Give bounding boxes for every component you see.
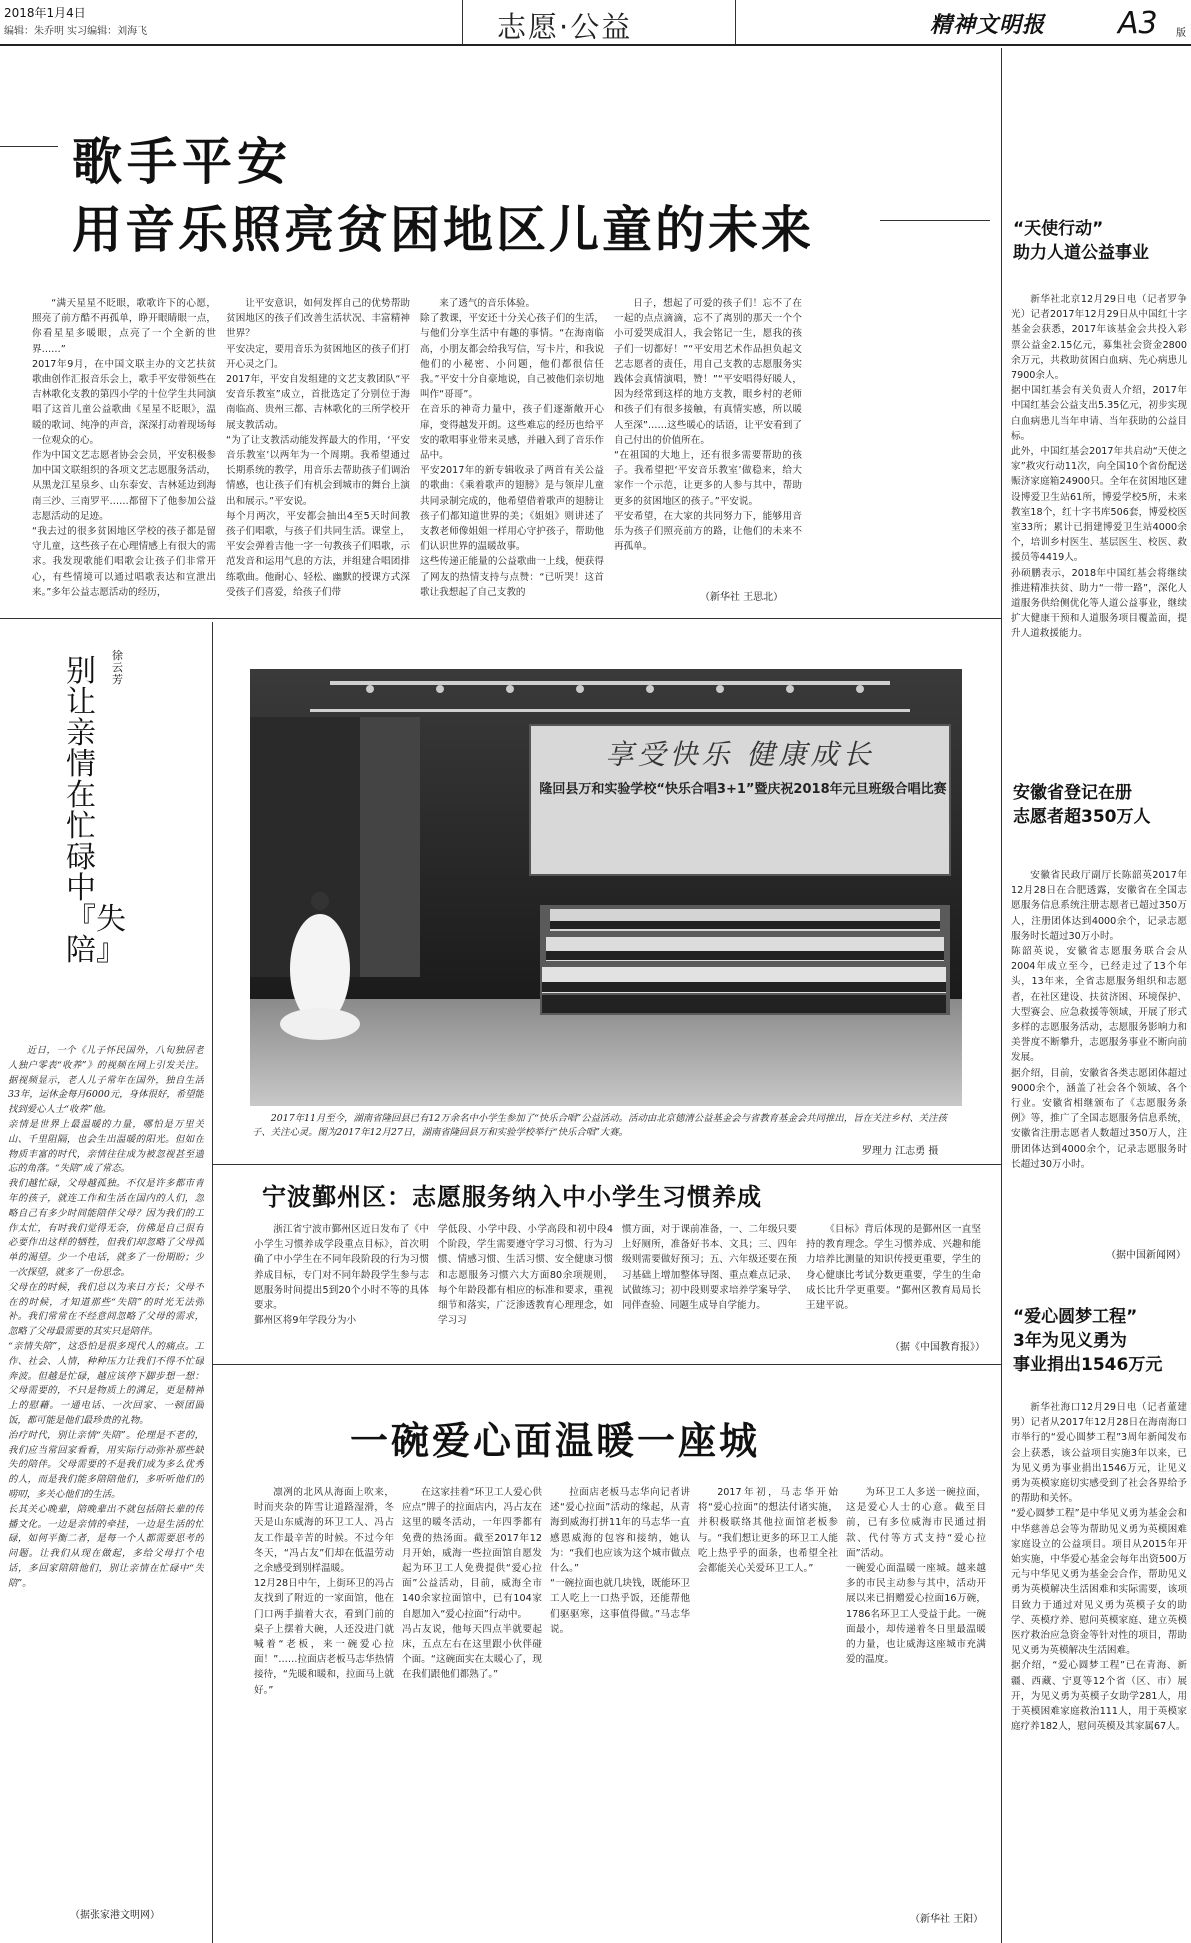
essay-author: 徐云芳 [112,649,123,686]
photo-choir [250,669,962,1106]
header-editors: 编辑：朱乔明 实习编辑：刘海飞 [4,26,148,37]
sidebar-s2-title-line1: 安徽省登记在册 [1013,783,1132,803]
ningbo-byline: （据《中国教育报》） [890,1342,985,1353]
photo-credit: 罗理力 江志勇 摄 [862,1146,939,1157]
main-title-line2: 用音乐照亮贫困地区儿童的未来 [72,201,814,259]
main-bottom-rule [0,618,1001,619]
ningbo-col-2: 学低段、小学中段、小学高段和初中段4个阶段，学生需要遵守学习习惯、行为习惯、情感习惯、生活习惯、安全健康习惯和志愿服务习惯六大方面80余项规则，每个年龄段都有相应的标准和要求，重视细节和落实，广泛渗透教育心理理念，如学习习 [438,1224,613,1327]
ningbo-top-rule [213,1164,1001,1165]
noodles-title: 一碗爱心面温暖一座城 [350,1419,761,1463]
noodles-col-5: 为环卫工人多送一碗拉面，这是爱心人士的心意。截至目前，已有多位威海市民通过捐款、代付等方式支持“爱心拉面”活动。 一碗爱心面温暖一座城。越来越多的市民主动参与其中，活动开展以来已捐赠爱心拉面16万碗，1786名环卫工人受益于此。一碗面最小，却传递着冬日里最温暖的力量，也让威海这座城市充满爱的温度。 [846,1487,986,1666]
noodles-col-3: 拉面店老板马志华向记者讲述“爱心拉面”活动的缘起，从青海到威海打拼11年的马志华一直感恩威海的包容和接纳，她认为：“我们也应该为这个城市做点什么。” “一碗拉面也就几块钱，既能环卫工人吃上一口热乎饭，还能帮他们驱驱寒，这事值得做。”马志华说。 [550,1487,690,1635]
noodles-col-1: 凛冽的北风从海面上吹来，时而夹杂的阵雪让道路湿滑，冬天是山东威海的环卫工人、冯占友工作最辛苦的时候。不过今年冬天，“冯占友”们却在低温劳动之余感受到别样温暖。 12月28日中午，上街环卫的冯占友找到了附近的一家面馆，他在门口两手揣着大衣，看到门前的桌子上摆着大碗，人还没进门就喊着“老板，来一碗爱心拉面！”……拉面店老板马志华热情接待，“先暖和暖和，拉面马上就好。” [254,1487,394,1696]
main-title-line1: 歌手平安 [72,133,292,191]
essay-byline: （据张家港文明网） [70,1910,160,1921]
photo-banner-text: 享受快乐 健康成长 [605,738,875,771]
sidebar-s2-title-line2: 志愿者超350万人 [1013,807,1151,827]
header-section: 志愿·公益 [497,10,633,44]
ningbo-bottom-rule [213,1364,1001,1365]
masthead-page-number: A3 [1118,6,1158,41]
essay-title: 别让亲情在忙碌中『失陪』 [66,654,126,968]
main-col-2: 让平安意识，如何发挥自己的优势帮助贫困地区的孩子们改善生活状况、丰富精神世界？ 平安决定，要用音乐为贫困地区的孩子们打开心灵之门。 2017年，平安自发组建的文艺支教团队“平安音乐教室”成立，首批选定了分别位于海南临高、贵州三都、吉林歌化的三所学校开展支教活动。 “为了让支教活动能发挥最大的作用，‘平安音乐教室’以两年为一个周期。我希望通过长期系统的教学，用音乐去帮助孩子们调治情感，也让孩子们有机会到城市的舞台上演出和展示。”平安说。 每个月两次，平安都会抽出4至5天时间教孩子们唱歌，与孩子们共同生活。课堂上，平安会弹着吉他一字一句教孩子们唱歌，示范发音和运用气息的方法，并组建合唱团排练歌曲。他耐心、轻松、幽默的授课方式深受孩子们喜爱，给孩子们带 [226,298,410,598]
main-title-rule-left [0,146,58,147]
noodles-col-2: 在这家挂着“环卫工人爱心供应点”牌子的拉面店内，冯占友在这里的暖冬活动，一年四季都有免费的热汤面。截至2017年12月开始，威海一些拉面馆自愿发起为环卫工人免费提供“爱心拉面”公益活动，目前，威海全市140余家拉面馆中，已有104家自愿加入“爱心拉面”行动中。 冯占友说，他每天四点半就要起床，五点左右在这里跟小伙伴碰个面。“这碗面实在太暖心了，现在我们跟他们都熟了。” [402,1487,542,1681]
noodles-col-4: 2017年初，马志华开始将“爱心拉面”的想法付诸实施，并积极联络其他拉面馆老板参与。“我们想让更多的环卫工人能吃上热乎乎的面条，也希望全社会都能关心关爱环卫工人。” [698,1487,838,1575]
sidebar-s1-title-line1: “天使行动” [1013,219,1104,239]
sidebar-s2-body: 安徽省民政厅副厅长陈韶英2017年12月28日在合肥透露，安徽省在全国志愿服务信息系统注册志愿者已超过350万人，注册团体达到4000余个，记录志愿服务时长超过30万小时。 陈韶英说，安徽省志愿服务联合会从2004年成立至今，已经走过了13个年头，13年来，全省志愿服务组织和志愿者，在社区建设、扶贫济困、环境保护、大型赛会、应急救援等领域，开展了形式多样的志愿服务活动，志愿服务影响力和美誉度不断攀升，志愿服务事业不断向前发展。 据介绍，目前，安徽省各类志愿团体超过9000余个，涵盖了社会各个领域、各个行业。安徽省相继颁布了《志愿服务条例》等，推广了全国志愿服务信息系统，安徽省注册志愿者人数超过350万人，注册团体达到4000余个，记录志愿服务时长超过30万小时。 [1011,870,1187,1170]
sidebar-s3-body: 新华社海口12月29日电（记者董建男）记者从2017年12月28日在海南海口市举行的“爱心圆梦工程”3周年新闻发布会上获悉，该公益项目实施3年以来，已为见义勇为事业捐出1546万元，让见义勇为英模家庭切实感受到了社会各界给予的帮助和关怀。 “爱心圆梦工程”是中华见义勇为基金会和中华慈善总会等为帮助见义勇为英模困难家庭设立的公益项目。项目从2015年开始实施，中华爱心基金会每年出资500万元与中华见义勇为基金会合作，帮助见义勇为英模解决生活困难和实际需要，该项目致力于通过对见义勇为英模子女的助学、英模疗养、慰问英模家庭、建立英模医疗救治应急资金等针对性的项目，帮助见义勇为英模解决生活困难。 据介绍，“爱心圆梦工程”已在青海、新疆、西藏、宁夏等12个省（区、市）展开，为见义勇为英模子女助学281人，用于英模困难家庭救治111人，用于英模家庭疗养182人，慰问英模及其家属67人。 [1011,1402,1187,1733]
sidebar-s1-body: 新华社北京12月29日电（记者罗争光）记者2017年12月29日从中国红十字基金会获悉，2017年该基金会共投入彩票公益金2.15亿元，募集社会资金2800余万元，共救助贫困白血病、先心病患儿7900余人。 据中国红基会有关负责人介绍，2017年中国红基会公益支出5.35亿元，初步实现白血病患儿当年申请、当年获助的公益目标。 此外，中国红基会2017年共启动“天使之家”救灾行动11次，向全国10个省份配送赈济家庭箱24900只。全年在贫困地区建设博爱卫生站61所，博爱学校5所，未来教室18个，红十字书库506套，博爱校医室33所；累计已捐建博爱卫生站4000余个，培训乡村医生、基层医生、校医、救援员等4419人。 孙硕鹏表示，2018年中国红基会将继续推进精准扶贫、助力“一带一路”，深化人道服务供给侧优化等人道公益事业，继续扩大健康干预和人道服务项目覆盖面，提升人道救援能力。 [1011,294,1187,640]
masthead-title: 精神文明报 [930,13,1046,38]
main-title-rule-right [880,220,990,221]
main-col-1: “满天星星不眨眼，歌歌许下的心愿，照亮了前方酷不再孤单，睁开眼睛眼一点，你看星星多暖眼，点亮了一个全新的世界……” 2017年9月，在中国文联主办的文艺扶贫歌曲创作汇报音乐会上，歌手平安带领些在吉林歌化支教的第四小学的十位学生共同演唱了这首儿童公益歌曲《星星不眨眼》，温暖的歌词、纯净的声音，深深打动着现场每一位观众的心。 作为中国文艺志愿者协会会员，平安积极参加中国文联组织的各项文艺志愿服务活动，从黑龙江星泉乡、山东泰安、吉林延边到海南三沙、三南罗平……都留下了他参加公益志愿活动的足迹。 “我去过的很多贫困地区学校的孩子都是留守儿童，这些孩子在心理情感上有很大的需求。我发现歌能们唱歌会让孩子们非常开心，有些情境可以通过唱歌表达和宣泄出来。”多年公益志愿活动的经历， [32,298,216,598]
main-col-3: 来了透气的音乐体验。 除了教课，平安还十分关心孩子们的生活，与他们分享生活中有趣的事情。“在海南临高，小朋友都会给我写信，写卡片，和我说他们的小秘密、小问题，他们都很信任我。”平安十分自豪地说，自己被他们亲切地叫作“哥哥”。 在音乐的神奇力量中，孩子们逐渐敞开心扉，变得越发开朗。这些难忘的经历也给平安的歌唱事业带来灵感，并融入到了音乐作品中。 平安2017年的新专辑收录了两首有关公益的歌曲：《乘着歌声的翅膀》是与领岸儿童共同录制完成的，他希望借着歌声的翅膀让孩子们都知道世界的美；《姐姐》则讲述了支教老师像姐姐一样用心守护孩子，帮助他们认识世界的温暖故事。 这些传递正能量的公益歌曲一上线，便获得了网友的热情支持与点赞：“已听哭！这首歌让我想起了自己支教的 [420,298,604,598]
sidebar-s3-title-line1: “爱心圆梦工程” [1013,1307,1138,1327]
sidebar-s2-byline: （据中国新闻网） [1106,1250,1186,1261]
sidebar-s3-title-line2: 3年为见义勇为 [1013,1331,1127,1351]
sidebar-s1-title-line2: 助力人道公益事业 [1013,243,1149,263]
essay-divider [212,622,213,1943]
main-right-divider [1001,48,1002,1943]
photo-caption: 2017年11月至今，湖南省隆回县已有12万余名中小学生参加了“快乐合唱”公益活动。活动由北京德清公益基金会与省教育基金会共同推出，旨在关注乡村、关注孩子、关注心灵。图为2017年12月27日，湖南省隆回县万和实验学校举行“快乐合唱”大赛。 [252,1113,947,1138]
main-col-4: 日子，想起了可爱的孩子们！忘不了在一起的点点滴滴，忘不了离别的那天一个个小可爱哭成泪人，我会铭记一生，愿我的孩子们一切都好！”“平安用艺术作品担负起文艺志愿者的责任，用自己支教的志愿服务实践体会真情演唱，赞！”“平安唱得好暖人，因为经常到这样的地方支教，眼乡村的老师和孩子们有很多接触，有真情实感，所以暖人至深”……这些暖心的话语，让平安看到了自己付出的价值所在。 “在祖国的大地上，还有很多需要帮助的孩子。我希望把‘平安音乐教室’做稳来，给大家作一个示范，让更多的人参与其中，帮助更多的贫困地区的孩子。”平安说。 平安希望，在大家的共同努力下，能够用音乐为孩子们照亮前方的路，让他们的未来不再孤单。 [614,298,802,553]
essay-body: 近日，一个《儿子怀民国外，八旬独居老人独户零表“收养”》的视频在网上引发关注。据视频显示，老人儿子常年在国外，独自生活33年，运休金每月6000元，身体很好，希望能找到爱心人士“收养”他。 亲情是世界上最温暖的力量，哪怕是万里关山、千里阻隔，也会生出温暖的阳光。但如在物质丰富的时代，亲情往往成为被忽视甚至遗忘的角落。“失陪”成了常态。 我们越忙碌，父母越孤独。不仅是许多都市青年的孩子，就连工作和生活在国内的人们，忽略自己有多少时间能陪伴父母？因为我们的工作太忙，有时我们觉得无奈，仿佛是自己很有必要作出这样的牺牲，但我们却忽略了父母孤单的渴望。少一个电话，就多了一份期盼；少一次探望，就多了一份思念。 父母在的时候，我们总以为来日方长；父母不在的时候，才知道那些“失陪”的时光无法弥补。我们常常在不经意间忽略了父母的需求，忽略了父母最需要的其实只是陪伴。 “亲情失陪”，这恐怕是很多现代人的痛点。工作、社会、人情，种种压力让我们不得不忙碌奔波。但越是忙碌，越应该停下脚步想一想：父母需要的，不只是物质上的满足，更是精神上的慰藉。一通电话、一次回家、一顿团圆饭，都可能是他们最珍贵的礼物。 治疗时代，别让亲情“失陪”。伦理是不老的，我们应当常回家看看，用实际行动弥补那些缺失的陪伴。父母需要的不是我们成为多么优秀的人，而是我们能多陪陪他们，多听听他们的唠叨，多关心他们的生活。 长其关心晚辈，陪晚辈出不就包括陪长辈的传播文化。一边是亲情的牵挂，一边是生活的忙碌，如何平衡二者，是每一个人都需要思考的问题。让我们从现在做起，多给父母打个电话，多回家陪陪他们，别让亲情在忙碌中“失陪”。 [8,1045,204,1589]
photo-sub-banner: 隆回县万和实验学校“快乐合唱3+1”暨庆祝2018年元旦班级合唱比赛 [539,782,947,797]
ningbo-col-4: 《目标》背后体现的是鄞州区一直坚持的教育理念。学生习惯养成、兴趣和能力培养比测量的知识传授更重要，学生的身心健康比考试分数更重要，学生的生命成长比升学更重要。“鄞州区教育局局长王建平说。 [806,1224,981,1312]
masthead-page-suffix: 版 [1176,28,1186,39]
noodles-byline: （新华社 王阳） [910,1914,984,1925]
main-byline: （新华社 王思北） [700,592,784,603]
ningbo-col-1: 浙江省宁波市鄞州区近日发布了《中小学生习惯养成学段重点目标》，首次明确了中小学生在不同年段阶段的行为习惯养成目标，专门对不同年龄段学生参与志愿服务时间提出5到20个小时不等的具体要求。 鄞州区将9年学段分为小 [254,1224,429,1327]
header-date: 2018年1月4日 [4,6,86,20]
header-section-box [462,0,736,45]
ningbo-title: 宁波鄞州区：志愿服务纳入中小学生习惯养成 [262,1183,762,1211]
sidebar-s3-title-line3: 事业捐出1546万元 [1013,1355,1163,1375]
header-rule [0,44,1191,46]
ningbo-col-3: 惯方面，对于课前准备，一、二年级只要上好厕所，准备好书本、文具；三、四年级则需要做好预习；五、六年级还要在预习基础上增加整体导图、重点难点记录、试做练习；初中段则要求培养学案导学、同伴查验、同题生成导自学能力。 [622,1224,797,1312]
